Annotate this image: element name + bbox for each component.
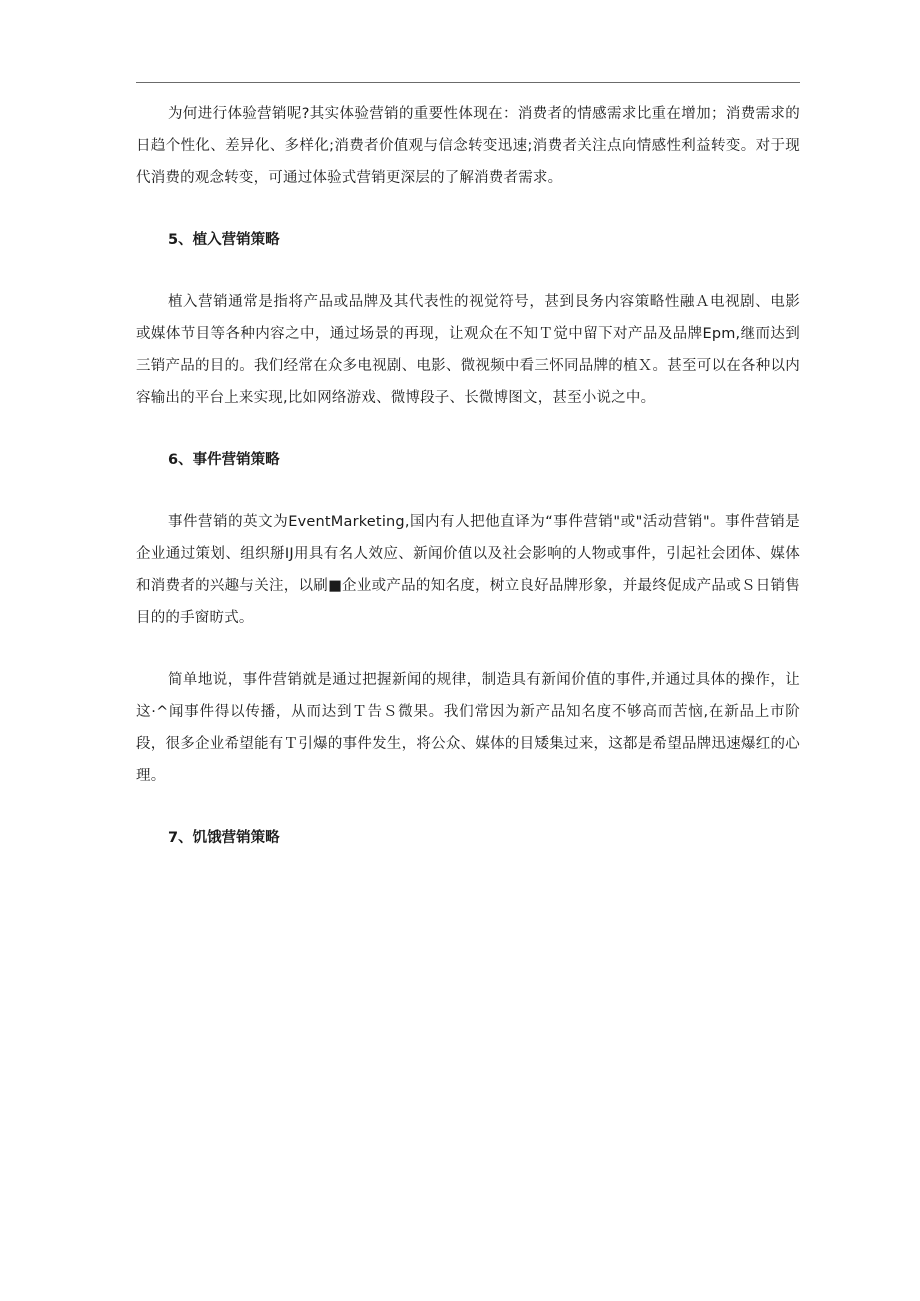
section-6-paragraph-1: 事件营销的英文为EventMarketing,国内有人把他直译为“事件营销"或"活动营销"。事件营销是企业通过策划、组织掰IJ用具有名人效应、新闻价值以及社会影响的人物或事件，引起社会团体、媒体和消费者的兴趣与关注，以刷■企业或产品的知名度，树立良好品牌形象，并最终促成产品或Ｓ日销售目的的手窗昉式。 <box>136 514 800 626</box>
document-body <box>136 98 800 854</box>
section-6-paragraph-2: 简单地说，事件营销就是通过把握新闻的规律，制造具有新闻价值的事件,并通过具体的操作，让这·^闻事件得以传播，从而达到Ｔ告Ｓ微果。我们常因为新产品知名度不够高而苦恼,在新品上市阶段，很多企业希望能有Ｔ引爆的事件发生，将公众、媒体的目矮集过来，这都是希望品牌迅速爆红的心理。 <box>136 672 800 784</box>
header-rule <box>136 82 800 83</box>
section-7-heading: 7、饥饿营销策略 <box>168 830 280 846</box>
section-6-heading: 6、事件营销策略 <box>168 452 280 468</box>
section-5-heading: 5、植入营销策略 <box>168 232 280 248</box>
intro-paragraph: 为何进行体验营销呢?其实体验营销的重要性体现在：消费者的情感需求比重在增加；消费需求的日趋个性化、差异化、多样化;消费者价值观与信念转变迅速;消费者关注点向情感性利益转变。对于现代消费的观念转变，可通过体验式营销更深层的了解消费者需求。 <box>136 106 800 186</box>
section-5-paragraph: 植入营销通常是指将产品或品牌及其代表性的视觉符号，甚到艮务内容策略性融Ａ电视剧、电影或媒体节目等各种内容之中，通过场景的再现，让观众在不知Ｔ觉中留下对产品及品牌Epm,继而达到三销产品的目的。我们经常在众多电视剧、电影、微视频中看三怀同品牌的植Ｘ。甚至可以在各种以内容输出的平台上来实现,比如网络游戏、微博段子、长微博图文，甚至小说之中。 <box>136 294 800 406</box>
